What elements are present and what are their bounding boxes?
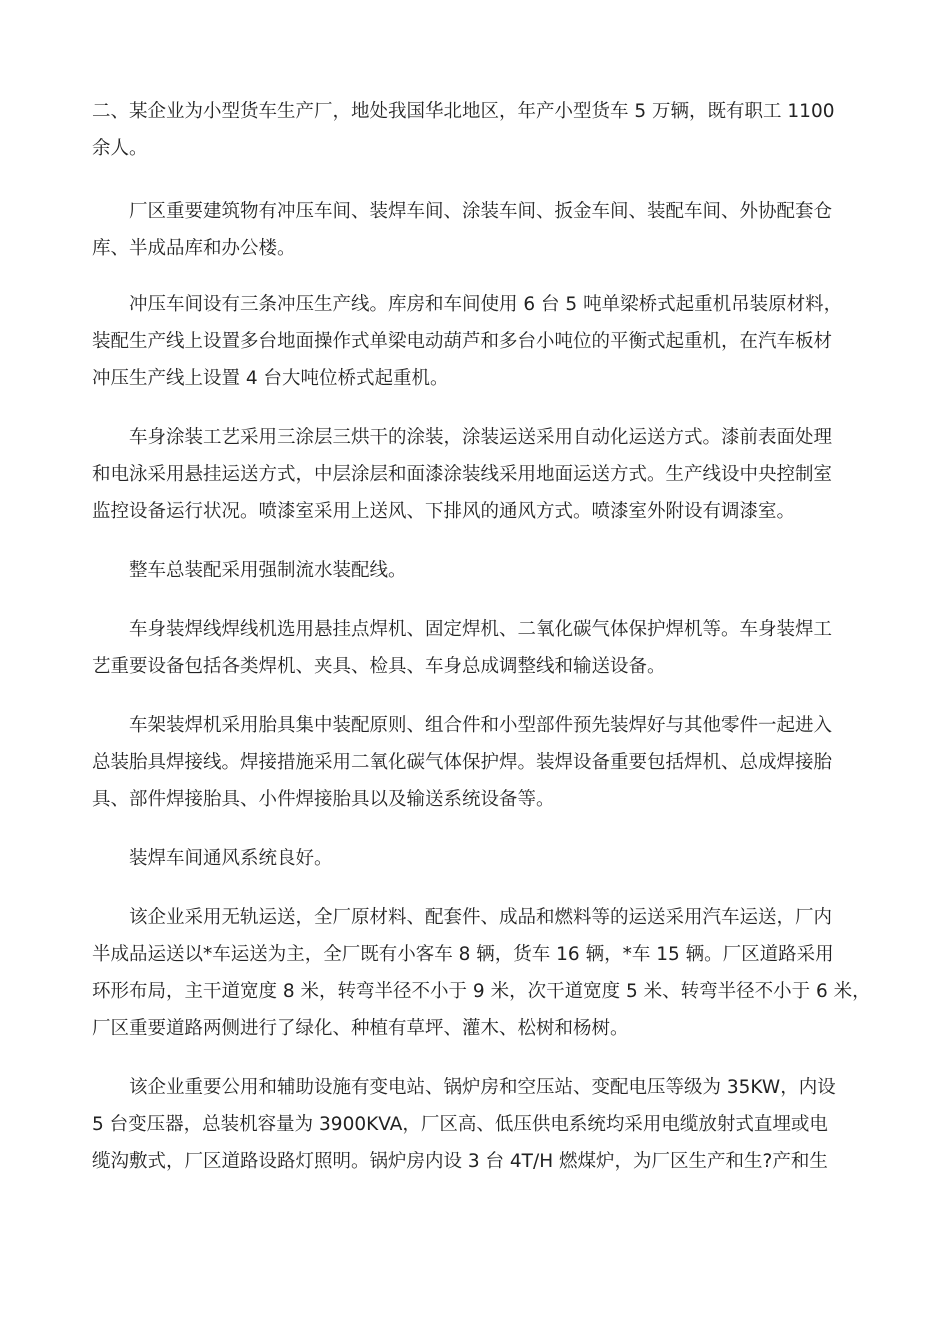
text-line: 环形布局，主干道宽度 8 米，转弯半径不小于 9 米，次干道宽度 5 米、转弯半径不小于 6 米， — [92, 981, 871, 1002]
paragraph-ventilation — [92, 840, 872, 877]
paragraph-company-intro — [92, 93, 872, 167]
text-line: 艺重要设备包括各类焊机、夹具、检具、车身总成调整线和输送设备。 — [92, 656, 666, 677]
paragraph-utilities — [92, 1069, 872, 1180]
text-line: 和电泳采用悬挂运送方式，中层涂层和面漆涂装线采用地面运送方式。生产线设中央控制室 — [92, 464, 833, 485]
text-line: 装焊车间通风系统良好。 — [129, 848, 333, 869]
text-line: 车架装焊机采用胎具集中装配原则、组合件和小型部件预先装焊好与其他零件一起进入 — [129, 715, 833, 736]
text-line: 总装胎具焊接线。焊接措施采用二氧化碳气体保护焊。装焊设备重要包括焊机、总成焊接胎 — [92, 752, 833, 773]
text-line: 厂区重要道路两侧进行了绿化、种植有草坪、灌木、松树和杨树。 — [92, 1018, 629, 1039]
text-line: 监控设备运行状况。喷漆室采用上送风、下排风的通风方式。喷漆室外附设有调漆室。 — [92, 501, 796, 522]
text-line: 车身装焊线焊线机选用悬挂点焊机、固定焊机、二氧化碳气体保护焊机等。车身装焊工 — [129, 619, 833, 640]
paragraph-stamping-workshop — [92, 286, 872, 397]
text-line: 装配生产线上设置多台地面操作式单梁电动葫芦和多台小吨位的平衡式起重机，在汽车板材 — [92, 331, 833, 352]
text-line: 冲压生产线上设置 4 台大吨位桥式起重机。 — [92, 368, 449, 389]
paragraph-frame-welding — [92, 707, 872, 818]
text-line: 库、半成品库和办公楼。 — [92, 238, 296, 259]
text-line: 厂区重要建筑物有冲压车间、装焊车间、涂装车间、扳金车间、装配车间、外协配套仓 — [129, 201, 833, 222]
text-line: 二、某企业为小型货车生产厂，地处我国华北地区，年产小型货车 5 万辆，既有职工 1100 — [92, 101, 835, 122]
text-line: 冲压车间设有三条冲压生产线。库房和车间使用 6 台 5 吨单梁桥式起重机吊装原材料， — [129, 294, 843, 315]
text-line: 5 台变压器，总装机容量为 3900KVA，厂区高、低压供电系统均采用电缆放射式直埋或电 — [92, 1114, 828, 1135]
paragraph-final-assembly — [92, 552, 872, 589]
text-line: 车身涂装工艺采用三涂层三烘干的涂装，涂装运送采用自动化运送方式。漆前表面处理 — [129, 427, 833, 448]
paragraph-buildings — [92, 193, 872, 267]
paragraph-painting-process — [92, 419, 872, 530]
text-line: 具、部件焊接胎具、小件焊接胎具以及输送系统设备等。 — [92, 789, 555, 810]
text-line: 余人。 — [92, 138, 148, 159]
text-line: 该企业重要公用和辅助设施有变电站、锅炉房和空压站、变配电压等级为 35KW，内设 — [129, 1077, 836, 1098]
text-line: 缆沟敷式，厂区道路设路灯照明。锅炉房内设 3 台 4T/H 燃煤炉，为厂区生产和生?产和生 — [92, 1151, 828, 1172]
text-line: 整车总装配采用强制流水装配线。 — [129, 560, 407, 581]
text-line: 半成品运送以*车运送为主，全厂既有小客车 8 辆，货车 16 辆，*车 15 辆。厂区道路采用 — [92, 944, 834, 965]
text-line: 该企业采用无轨运送，全厂原材料、配套件、成品和燃料等的运送采用汽车运送，厂内 — [129, 907, 833, 928]
paragraph-transport — [92, 899, 872, 1047]
paragraph-body-welding — [92, 611, 872, 685]
